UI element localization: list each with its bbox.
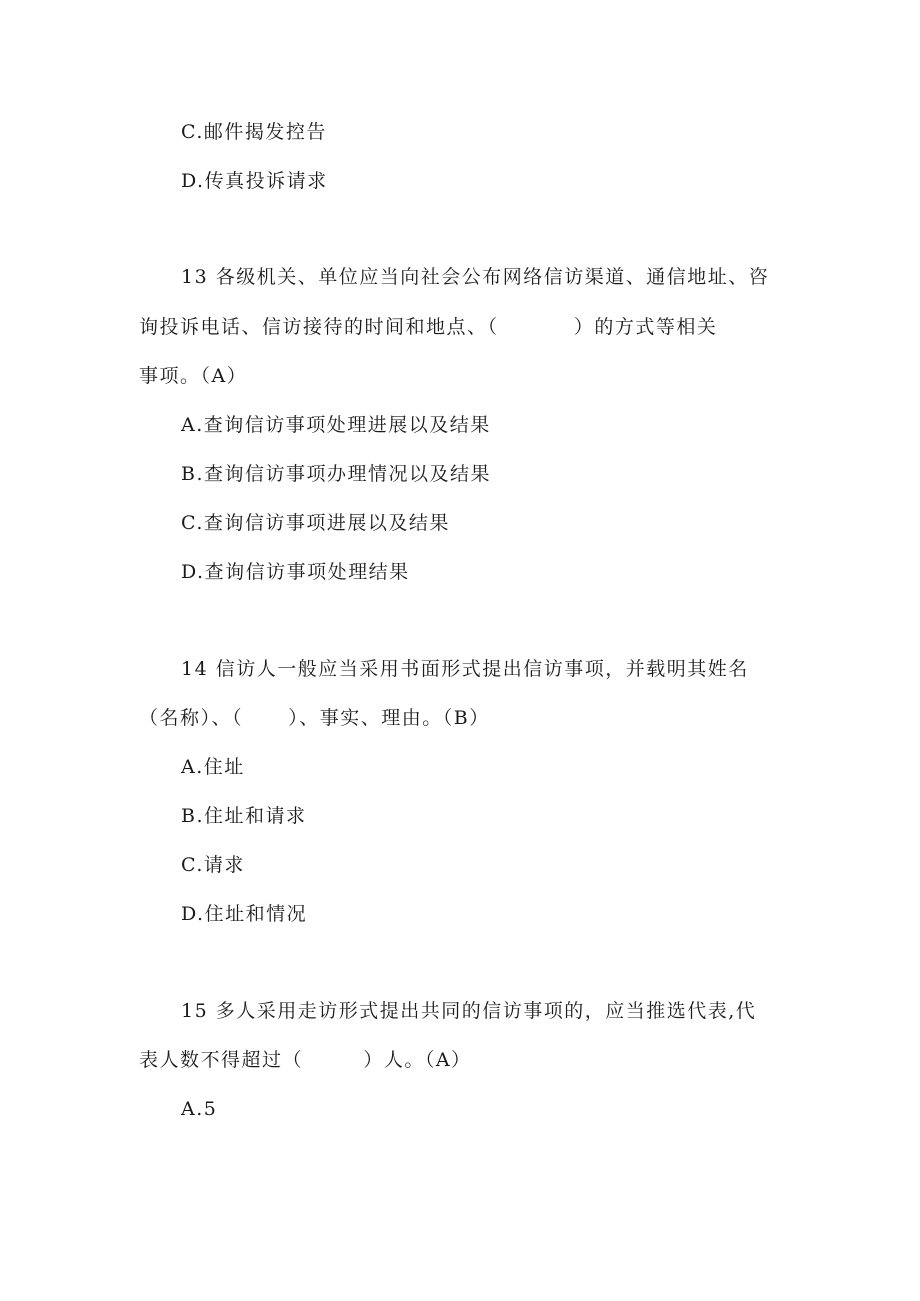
question-15-text: 15 多人采用走访形式提出共同的信访事项的，应当推选代表,代: [181, 1000, 757, 1022]
option-line: D.传真投诉请求: [181, 170, 328, 192]
option-line: C.邮件揭发控告: [181, 121, 327, 143]
option-line: A.查询信访事项处理进展以及结果: [181, 414, 491, 436]
option-line: D.查询信访事项处理结果: [181, 561, 410, 583]
question-14-text: 14 信访人一般应当采用书面形式提出信访事项，并载明其姓名: [181, 658, 749, 680]
option-line: B.住址和请求: [181, 805, 307, 827]
option-line: D.住址和情况: [181, 903, 308, 925]
question-13-text: 事项。（A）: [139, 365, 248, 387]
option-line: A.住址: [181, 756, 245, 778]
option-line: C.请求: [181, 854, 245, 876]
option-line: C.查询信访事项进展以及结果: [181, 512, 450, 534]
option-line: B.查询信访事项办理情况以及结果: [181, 463, 492, 485]
question-15-text: 表人数不得超过（ ）人。（A）: [139, 1049, 472, 1071]
question-14-text: （名称）、（ ）、事实、理由。（B）: [139, 707, 490, 729]
question-13-text: 询投诉电话、信访接待的时间和地点、（ ）的方式等相关: [139, 316, 718, 338]
question-13-text: 13 各级机关、单位应当向社会公布网络信访渠道、通信地址、咨: [181, 266, 770, 288]
option-line: A.5: [181, 1098, 218, 1120]
